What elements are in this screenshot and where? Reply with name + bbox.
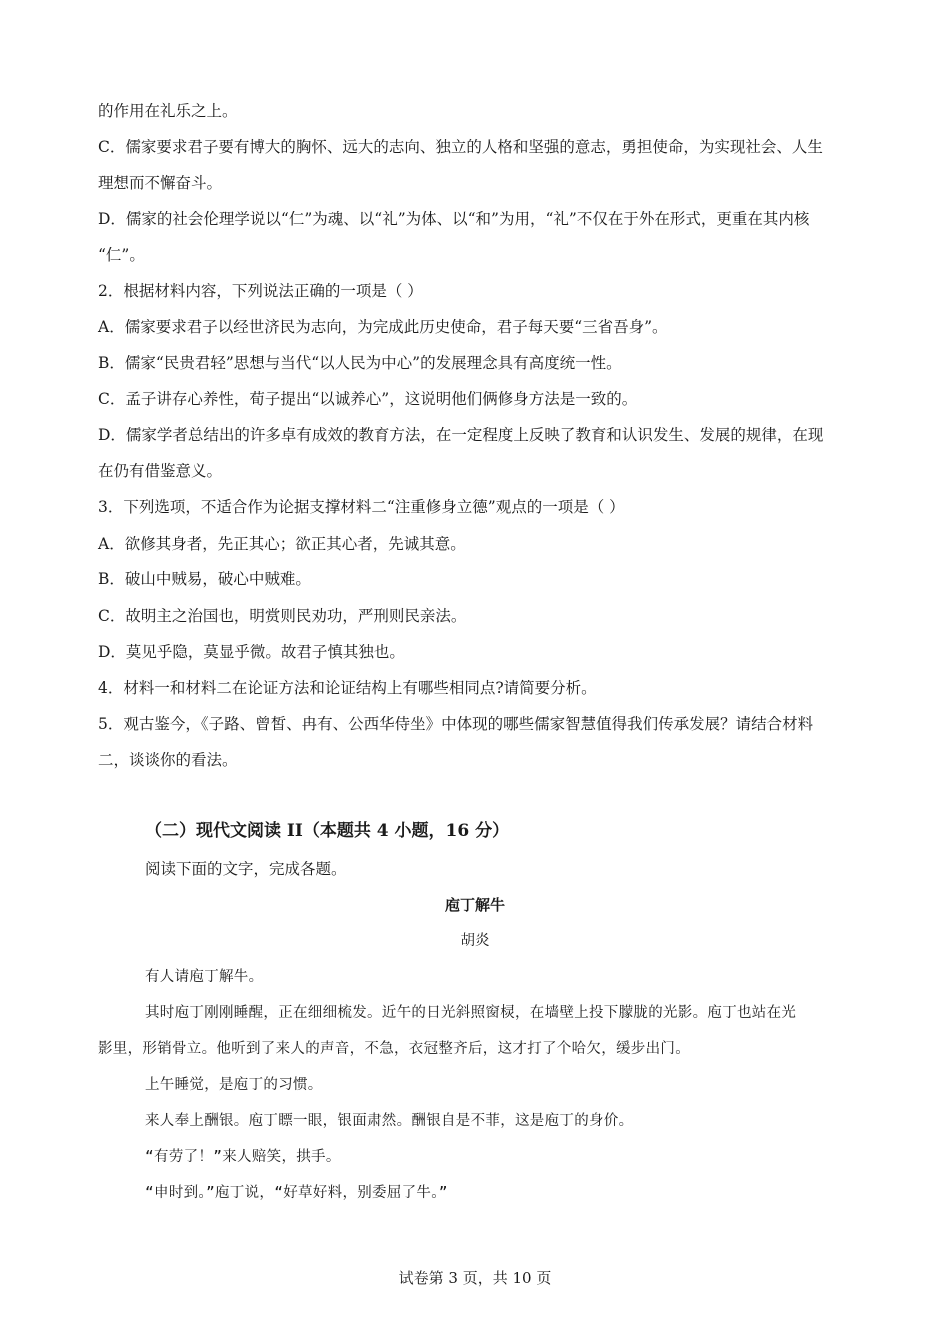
story-paragraph: 上午睡觉，是庖丁的习惯。	[145, 1077, 323, 1093]
question-3: 3．下列选项，不适合作为论据支撑材料二“注重修身立德”观点的一项是（ ）	[98, 498, 625, 516]
question-5: 5．观古鉴今，《子路、曾皙、冉有、公西华侍坐》中体现的哪些儒家智慧值得我们传承发展？请结合材料	[98, 715, 814, 733]
option-a-q2: A．儒家要求君子以经世济民为志向，为完成此历史使命，君子每天要“三省吾身”。	[98, 318, 668, 336]
text-line: 的作用在礼乐之上。	[98, 102, 238, 120]
story-paragraph: 来人奉上酬银。庖丁瞟一眼，银面肃然。酬银自是不菲，这是庖丁的身价。	[145, 1113, 634, 1129]
story-paragraph: “申时到。”庖丁说，“好草好料，别委屈了牛。”	[145, 1185, 448, 1201]
option-d-q1: D．儒家的社会伦理学说以“仁”为魂、以“礼”为体、以“和”为用，“礼”不仅在于外在形式，更重在其内核	[98, 210, 810, 228]
option-a-q3: A．欲修其身者，先正其心；欲正其心者，先诚其意。	[98, 535, 466, 553]
option-c-q2: C．孟子讲存心养性，荀子提出“以诚养心”，这说明他们俩修身方法是一致的。	[98, 390, 638, 408]
text-line: 二，谈谈你的看法。	[98, 751, 238, 769]
option-c-q3: C．故明主之治国也，明赏则民劝功，严刑则民亲法。	[98, 607, 467, 625]
story-paragraph: 有人请庖丁解牛。	[145, 969, 264, 985]
option-b-q3: B．破山中贼易，破心中贼难。	[98, 570, 311, 588]
story-paragraph: “有劳了！”来人赔笑，拱手。	[145, 1149, 341, 1165]
section-heading: （二）现代文阅读 II（本题共 4 小题，16 分）	[145, 821, 510, 841]
question-4: 4．材料一和材料二在论证方法和论证结构上有哪些相同点?请简要分析。	[98, 679, 597, 697]
story-author: 胡炎	[460, 933, 490, 949]
section-instruction: 阅读下面的文字，完成各题。	[145, 860, 347, 878]
question-2: 2．根据材料内容，下列说法正确的一项是（ ）	[98, 282, 423, 300]
option-d-q2: D．儒家学者总结出的许多卓有成效的教育方法，在一定程度上反映了教育和认识发生、发展的规律，在现	[98, 426, 824, 444]
text-line: 理想而不懈奋斗。	[98, 174, 223, 192]
story-paragraph-cont: 影里，形销骨立。他听到了来人的声音，不急，衣冠整齐后，这才打了个哈欠，缓步出门。	[98, 1041, 690, 1057]
option-b-q2: B．儒家“民贵君轻”思想与当代“以人民为中心”的发展理念具有高度统一性。	[98, 354, 622, 372]
text-line: 在仍有借鉴意义。	[98, 462, 223, 480]
text-line: “仁”。	[98, 246, 145, 264]
option-d-q3: D．莫见乎隐，莫显乎微。故君子慎其独也。	[98, 643, 405, 661]
story-title: 庖丁解牛	[444, 896, 505, 914]
story-paragraph: 其时庖丁刚刚睡醒，正在细细梳发。近午的日光斜照窗棂，在墙壁上投下朦胧的光影。庖丁也站在光	[145, 1005, 797, 1021]
page-footer: 试卷第 3 页，共 10 页	[398, 1269, 552, 1287]
option-c-q1: C．儒家要求君子要有博大的胸怀、远大的志向、独立的人格和坚强的意志，勇担使命，为实现社会、人生	[98, 138, 823, 156]
